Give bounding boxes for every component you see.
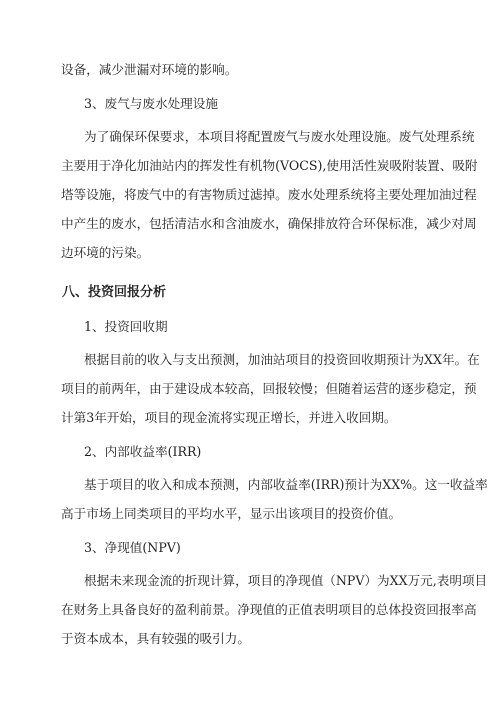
chapter-heading-investment-return: 八、投资回报分析 bbox=[62, 285, 167, 300]
paragraph-line: 塔等设施，将废气中的有害物质过滤掉。废水处理系统将主要处理加油过程 bbox=[61, 187, 477, 202]
section-heading-irr: 2、内部收益率(IRR) bbox=[84, 444, 202, 459]
paragraph-line: 高于市场上同类项目的平均水平，显示出该项目的投资价值。 bbox=[61, 506, 402, 521]
paragraph-line: 基于项目的收入和成本预测，内部收益率(IRR)预计为XX%。这一收益率 bbox=[84, 477, 488, 492]
paragraph-line: 中产生的废水，包括清洁水和含油废水，确保排放符合环保标准，减少对周 bbox=[61, 216, 477, 231]
paragraph-line: 于资本成本，具有较强的吸引力。 bbox=[61, 631, 250, 646]
paragraph-tail: 设备，减少泄漏对环境的影响。 bbox=[61, 62, 238, 77]
paragraph-line: 边环境的污染。 bbox=[61, 245, 150, 260]
section-heading-payback-period: 1、投资回收期 bbox=[84, 319, 168, 334]
paragraph-line: 计第3年开始，项目的现金流将实现正增长，并进入收回期。 bbox=[61, 410, 397, 425]
paragraph-line: 主要用于净化加油站内的挥发性有机物(VOCS),使用活性炭吸附装置、吸附 bbox=[61, 158, 478, 173]
paragraph-line: 项目的前两年，由于建设成本较高，回报较慢；但随着运营的逐步稳定，预 bbox=[61, 381, 477, 396]
section-heading-waste-facilities: 3、废气与废水处理设施 bbox=[84, 96, 218, 111]
section-heading-npv: 3、净现值(NPV) bbox=[84, 540, 181, 555]
paragraph-line: 根据目前的收入与支出预测，加油站项目的投资回收期预计为XX年。在 bbox=[84, 352, 480, 367]
paragraph-line: 根据未来现金流的折现计算，项目的净现值（NPV）为XX万元,表明项目 bbox=[84, 573, 488, 588]
paragraph-line: 为了确保环保要求，本项目将配置废气与废水处理设施。废气处理系统 bbox=[84, 129, 475, 144]
paragraph-line: 在财务上具备良好的盈利前景。净现值的正值表明项目的总体投资回报率高 bbox=[61, 602, 477, 617]
